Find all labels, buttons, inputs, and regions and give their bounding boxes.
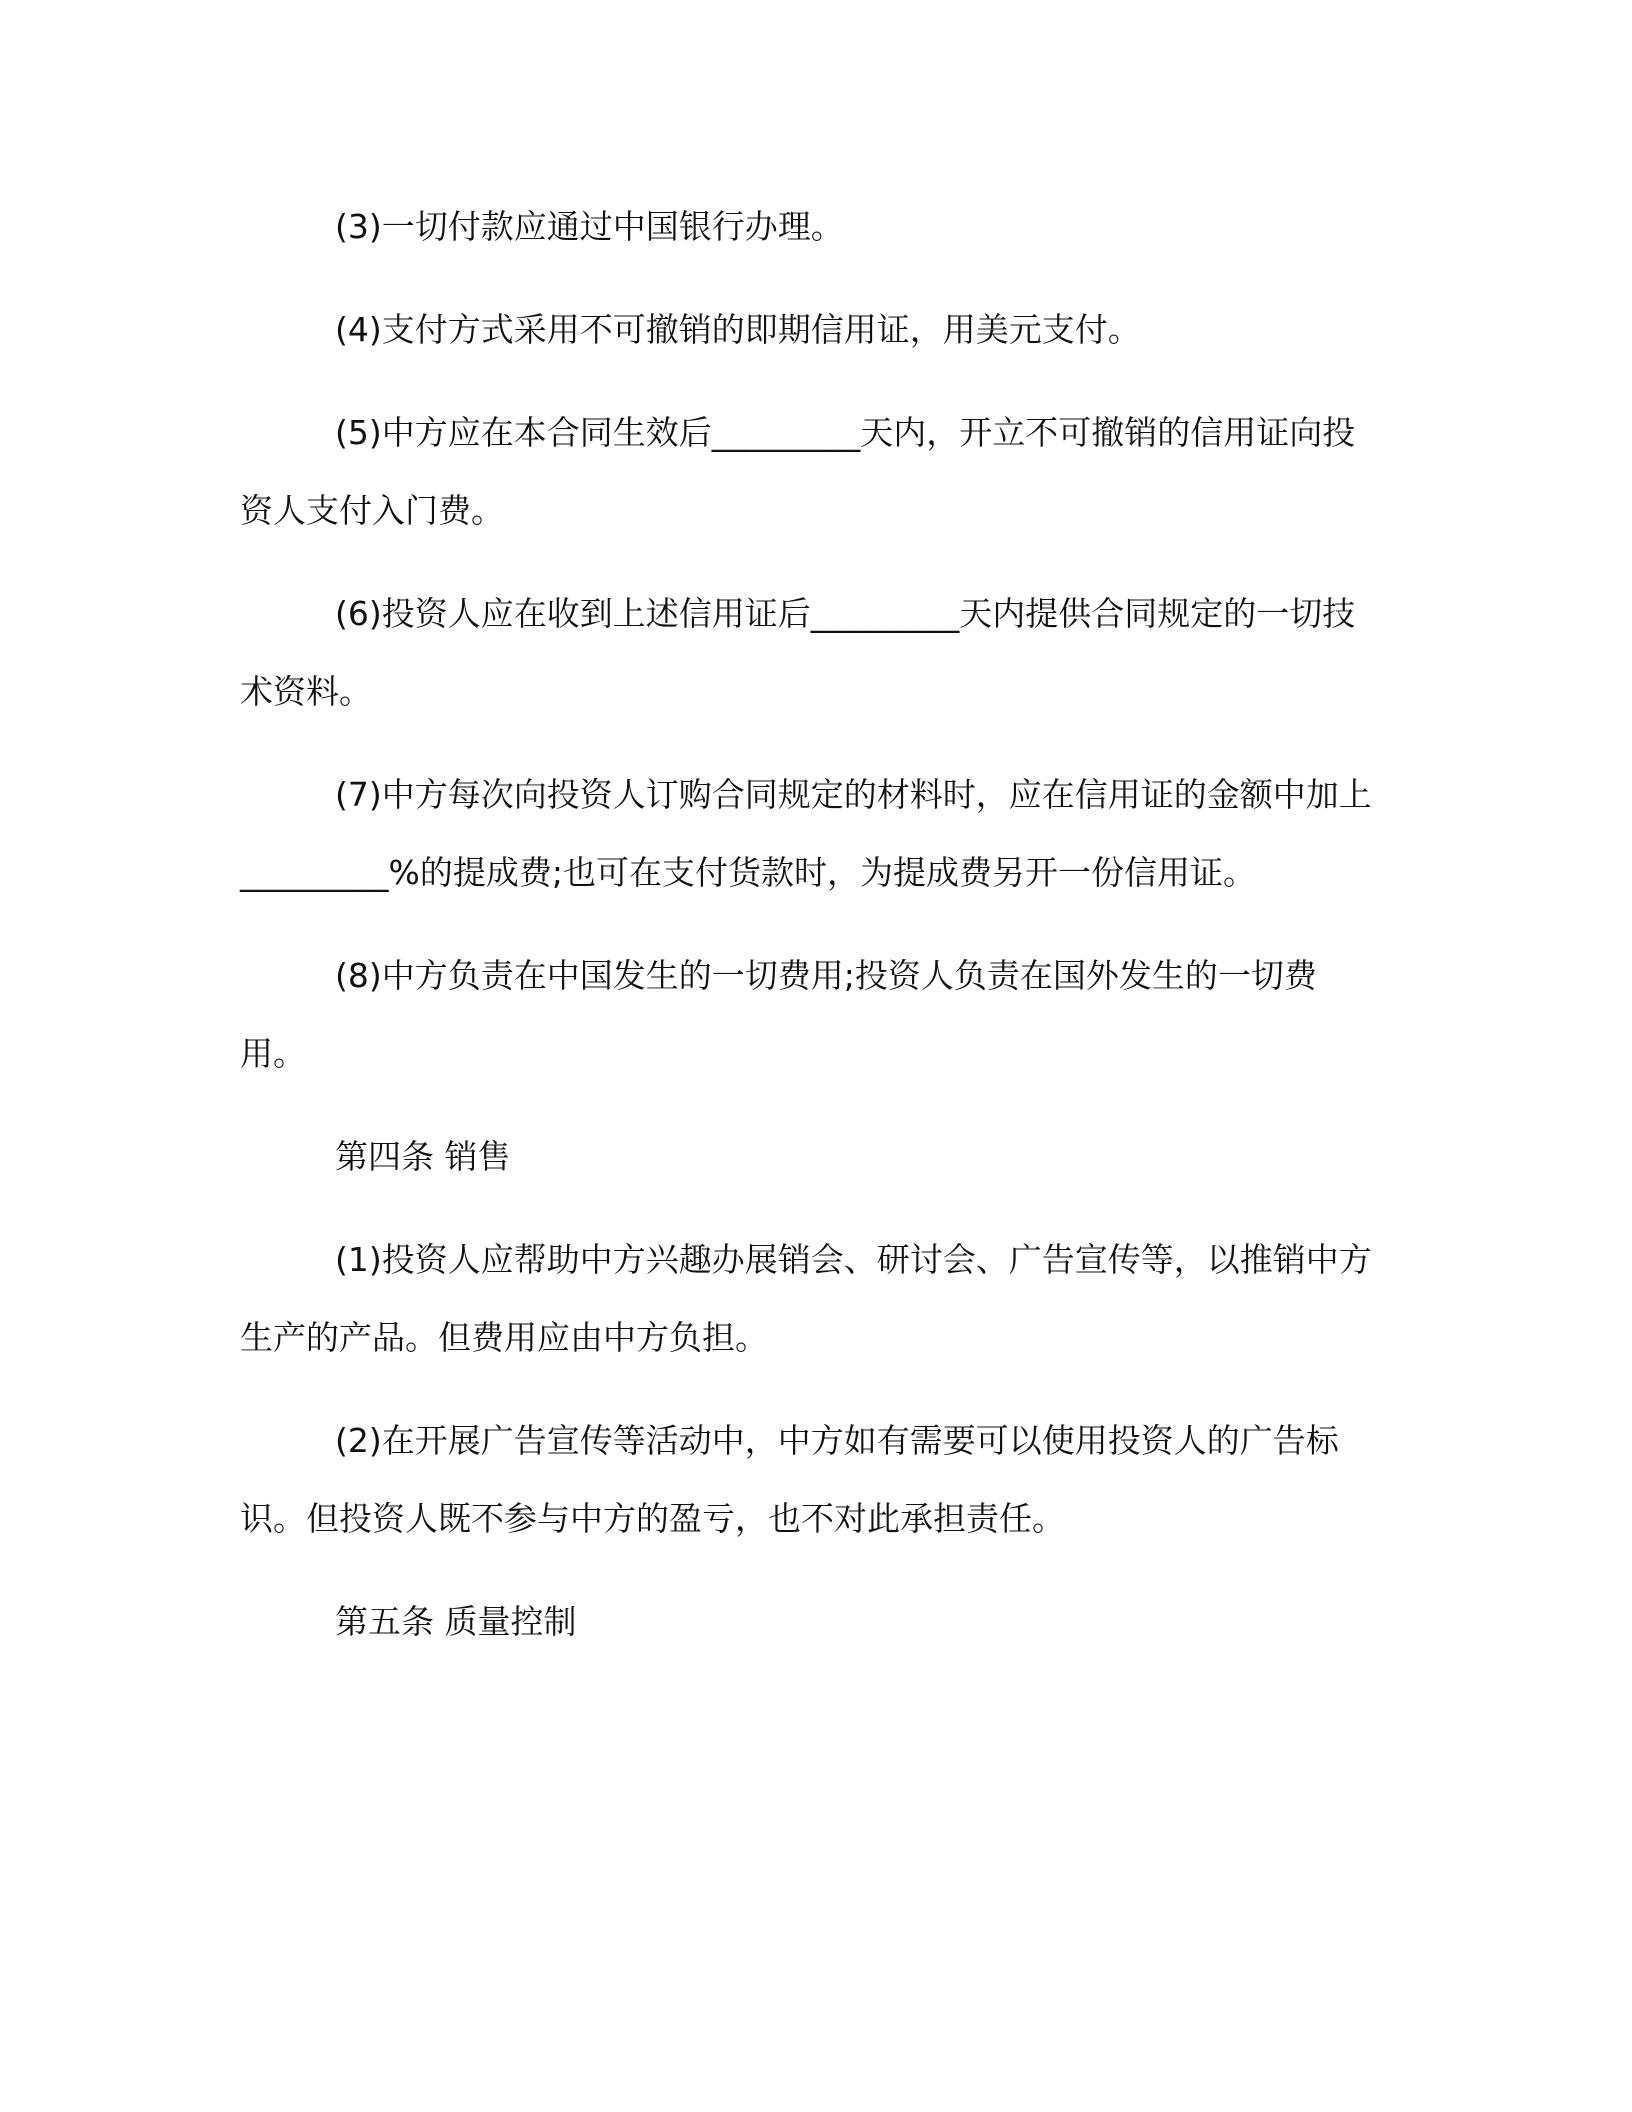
clause-3-payment-bank: (3)一切付款应通过中国银行办理。	[335, 207, 844, 246]
clause-4-payment-method: (4)支付方式采用不可撤销的即期信用证，用美元支付。	[335, 310, 1141, 349]
sales-clause-2: (2)在开展广告宣传等活动中，中方如有需要可以使用投资人的广告标识。但投资人既不参与中方的盈亏，也不对此承担责任。	[240, 1421, 1339, 1538]
clause-7-commission-fee: (7)中方每次向投资人订购合同规定的材料时，应在信用证的金额中加上_________%的提成费;也可在支付货款时，为提成费另开一份信用证。	[240, 775, 1372, 892]
clause-6-technical-materials: (6)投资人应在收到上述信用证后_________天内提供合同规定的一切技术资料。	[240, 594, 1356, 711]
clause-5-letter-of-credit: (5)中方应在本合同生效后_________天内，开立不可撤销的信用证向投资人支付入门费。	[240, 413, 1356, 530]
sales-clause-1: (1)投资人应帮助中方兴趣办展销会、研讨会、广告宣传等，以推销中方生产的产品。但费用应由中方负担。	[240, 1240, 1372, 1357]
document-body	[240, 188, 1380, 1661]
clause-8-expenses: (8)中方负责在中国发生的一切费用;投资人负责在国外发生的一切费用。	[240, 956, 1317, 1073]
article-4-heading: 第四条 销售	[335, 1137, 511, 1176]
article-5-heading: 第五条 质量控制	[335, 1602, 577, 1641]
